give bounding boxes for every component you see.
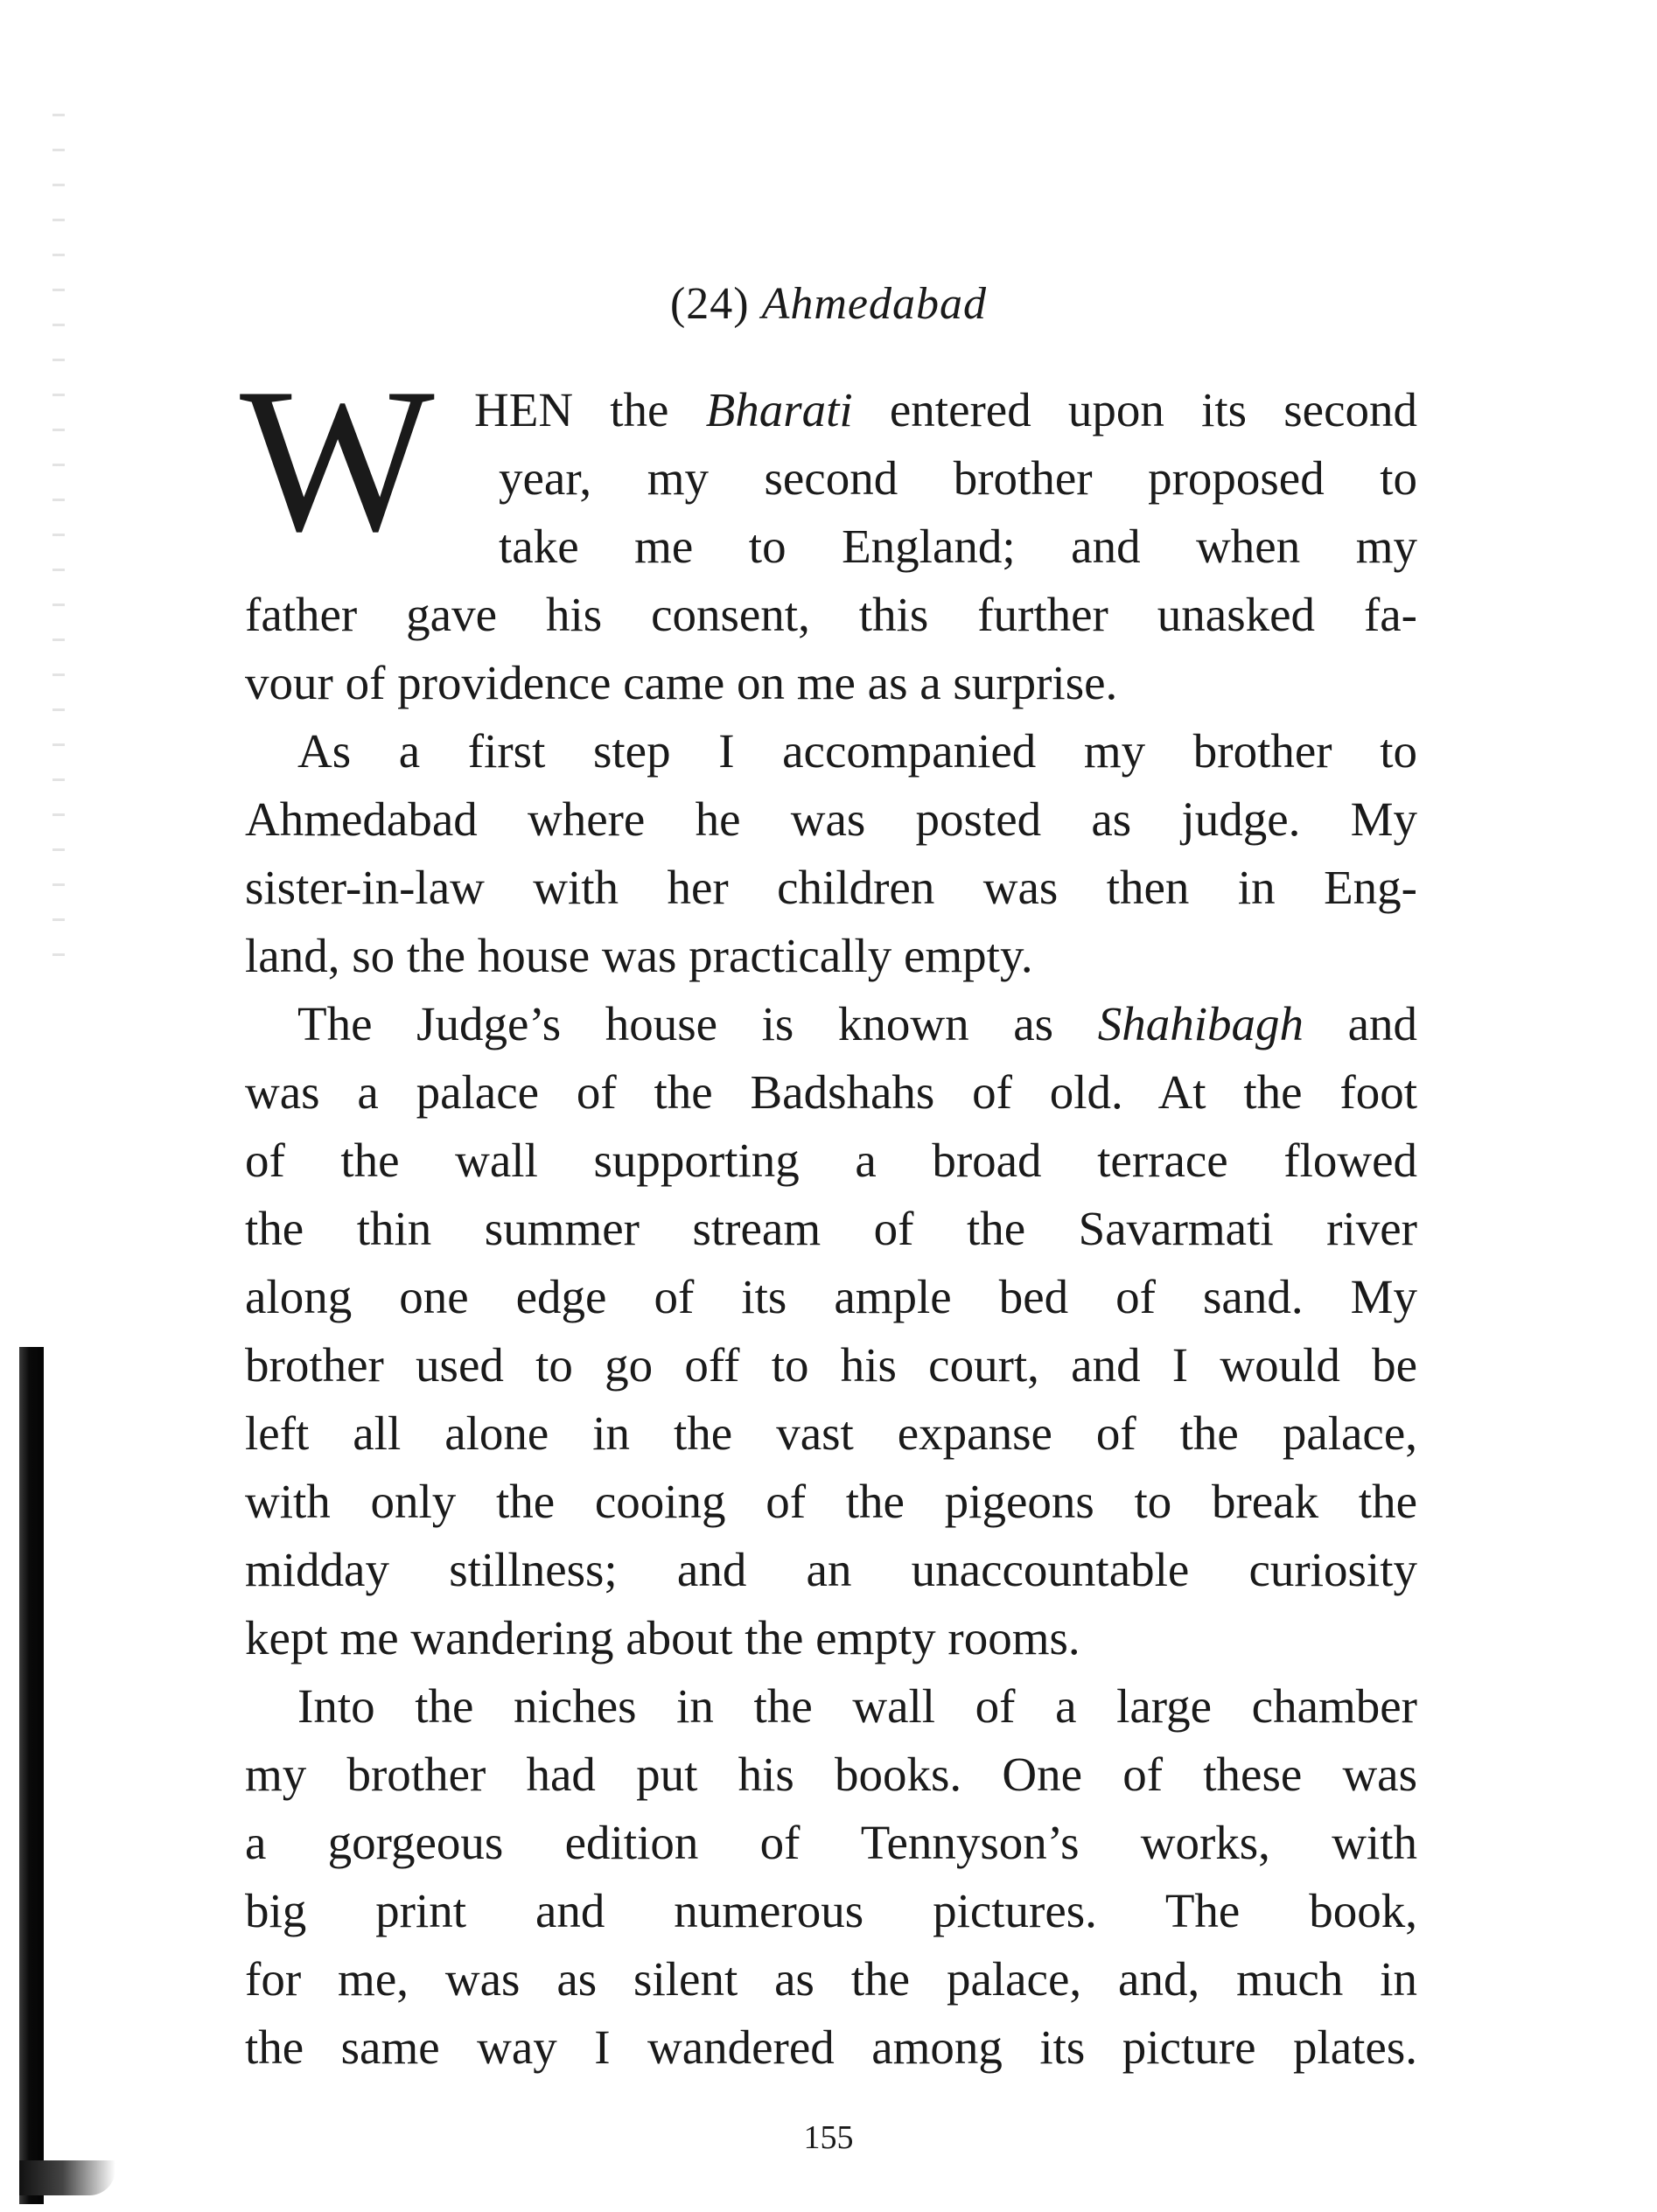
paragraph-4 <box>245 1672 1417 2082</box>
text-line: vour of providence came on me as a surprise. <box>245 656 1118 709</box>
binding-shadow <box>19 1347 44 2204</box>
text-line <box>245 990 1417 1058</box>
text-line: along one edge of its ample bed of sand. My <box>245 1270 1417 1323</box>
drop-cap: W <box>240 346 435 575</box>
body-text <box>240 346 1417 2082</box>
text-line: left all alone in the vast expanse of the palace, <box>245 1406 1417 1460</box>
binding-shadow-foot <box>19 2160 115 2195</box>
text-line: land, so the house was practically empty. <box>245 929 1033 982</box>
text-line: sister-in-law with her children was then in Eng- <box>245 861 1417 914</box>
text-line: take me to England; and when my <box>499 520 1417 573</box>
text-line: a gorgeous edition of Tennyson’s works, with <box>245 1816 1417 1869</box>
paragraph-1 <box>240 346 1417 717</box>
text-line: father gave his consent, this further unasked fa- <box>245 588 1417 641</box>
text-line: of the wall supporting a broad terrace flowed <box>245 1134 1417 1187</box>
chapter-number: (24) <box>669 279 750 329</box>
text-line: the same way I wandered among its picture plates. <box>245 2020 1417 2074</box>
text-run: HEN the <box>474 383 706 436</box>
text-run: entered upon its second <box>852 383 1417 436</box>
text-line: brother used to go off to his court, and I would be <box>245 1338 1417 1392</box>
paragraph-3 <box>245 990 1417 1672</box>
scan-margin-specks <box>52 114 65 988</box>
paragraph-2 <box>245 717 1417 990</box>
text-line: the thin summer stream of the Savarmati river <box>245 1202 1417 1255</box>
chapter-heading <box>0 278 1657 330</box>
text-run: and <box>1303 997 1417 1050</box>
text-line: year, my second brother proposed to <box>499 451 1417 505</box>
chapter-title: Ahmedabad <box>761 279 988 329</box>
text-line: with only the cooing of the pigeons to break the <box>245 1475 1417 1528</box>
text-run: The Judge’s house is known as <box>297 997 1098 1050</box>
italic-place-shahibagh: Shahibagh <box>1097 997 1304 1050</box>
text-line: big print and numerous pictures. The book, <box>245 1884 1417 1937</box>
text-line: my brother had put his books. One of these was <box>245 1748 1417 1801</box>
page-number: 155 <box>803 2119 854 2156</box>
text-line: for me, was as silent as the palace, and, much in <box>245 1952 1417 2006</box>
text-line: midday stillness; and an unaccountable curiosity <box>245 1543 1417 1596</box>
text-line: kept me wandering about the empty rooms. <box>245 1611 1080 1664</box>
text-line: As a first step I accompanied my brother to <box>297 724 1417 778</box>
text-line: was a palace of the Badshahs of old. At the foot <box>245 1065 1417 1119</box>
italic-title-bharati: Bharati <box>705 383 853 436</box>
text-line: Ahmedabad where he was posted as judge. My <box>245 792 1417 846</box>
text-line <box>474 376 1417 444</box>
text-line: Into the niches in the wall of a large chamber <box>297 1679 1417 1733</box>
